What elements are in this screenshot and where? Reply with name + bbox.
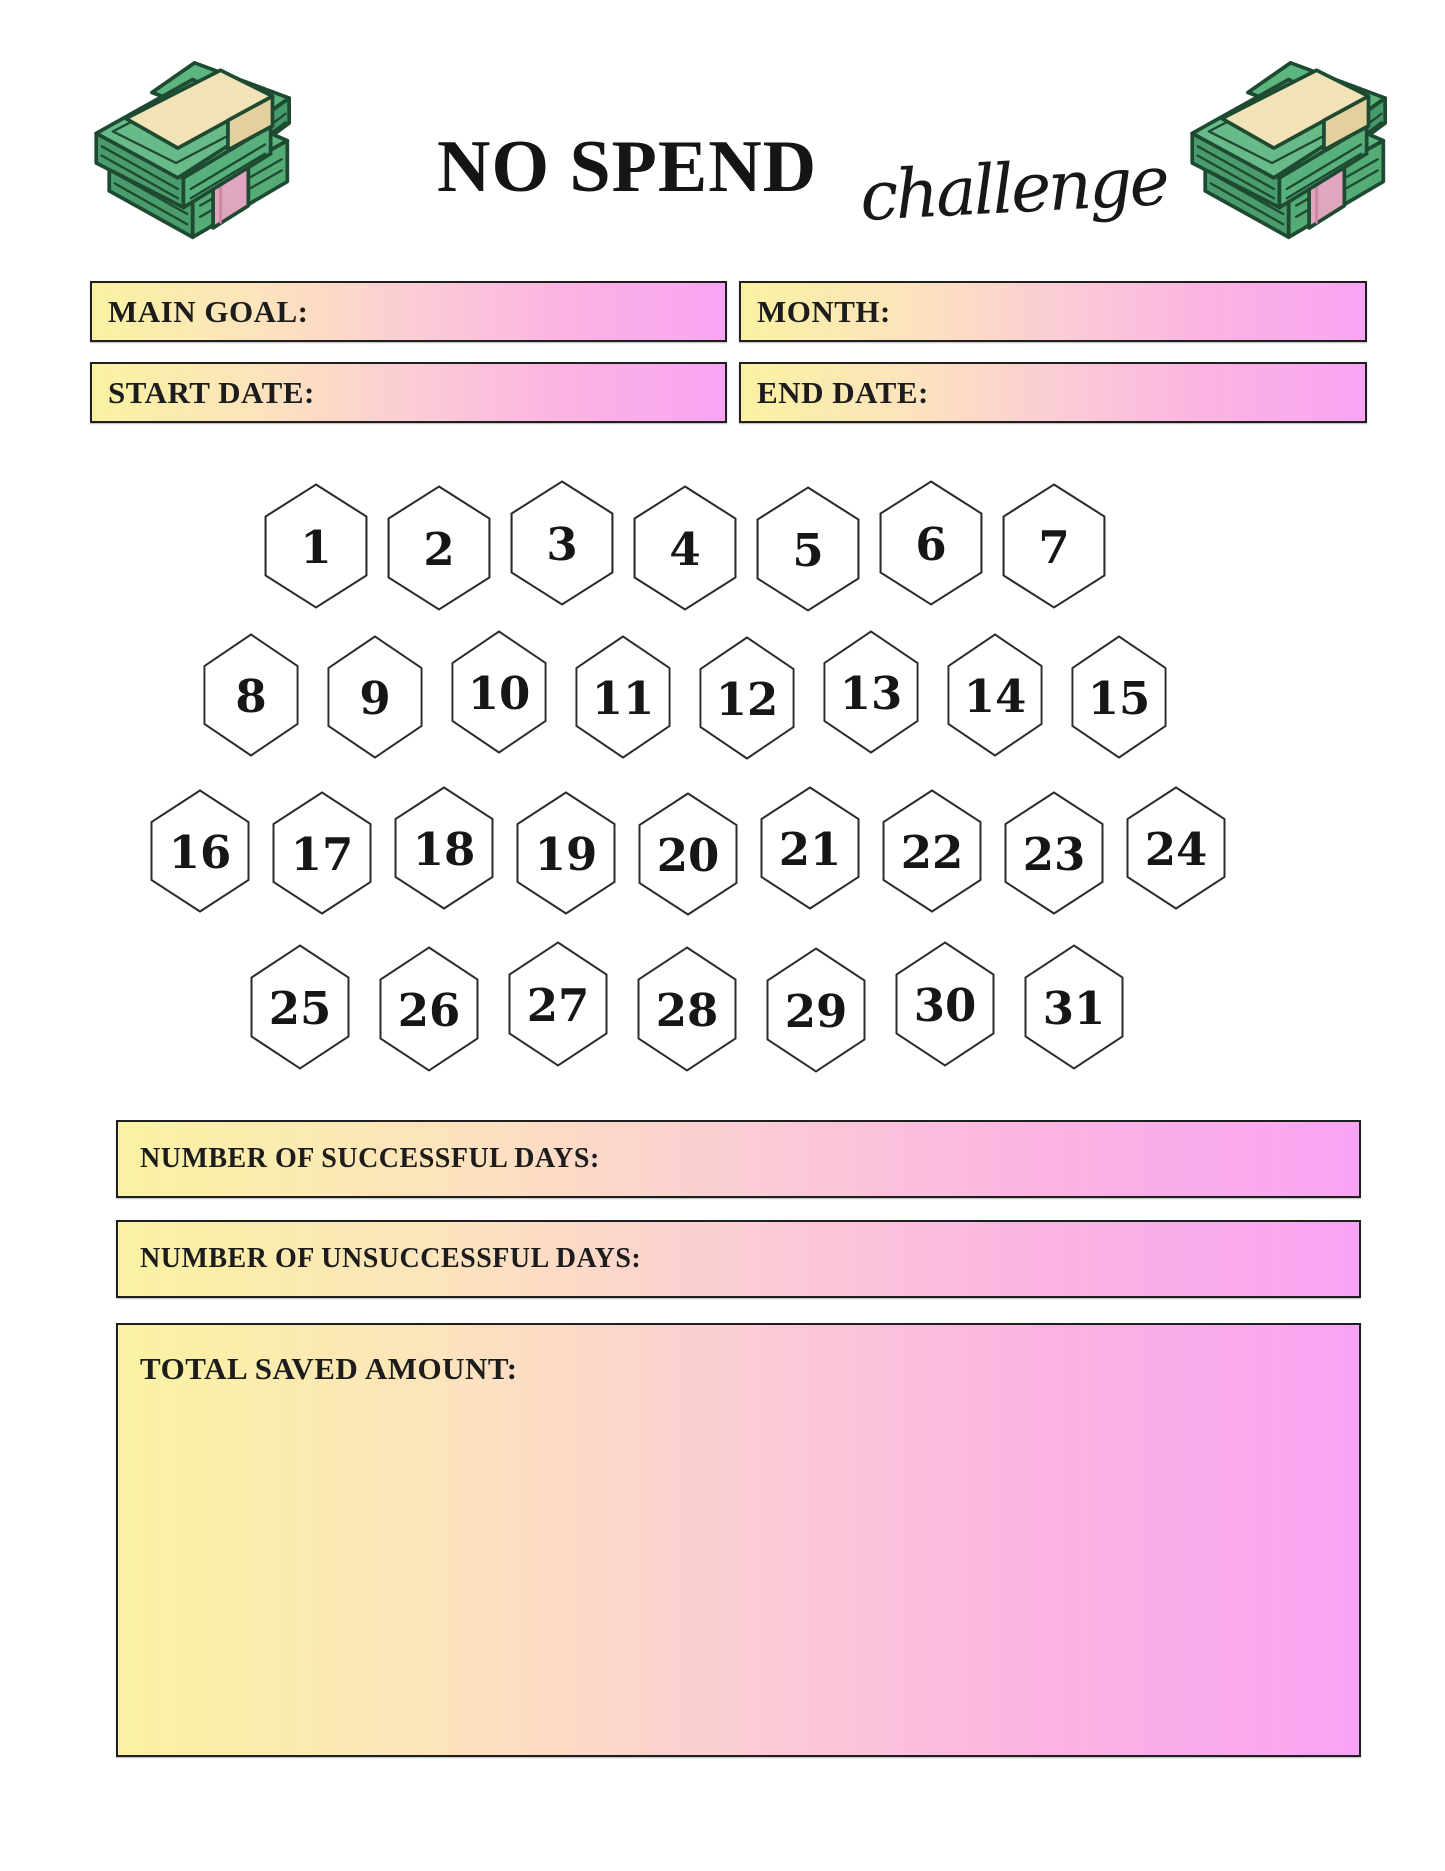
day-number: 28 bbox=[655, 983, 719, 1037]
start-date-field[interactable] bbox=[90, 362, 727, 423]
day-hexagon-2[interactable] bbox=[387, 485, 491, 611]
day-hexagon-17[interactable] bbox=[272, 791, 372, 915]
day-number: 7 bbox=[1038, 520, 1070, 574]
successful-days-label: NUMBER OF SUCCESSFUL DAYS: bbox=[140, 1143, 600, 1174]
day-hexagon-11[interactable] bbox=[575, 635, 671, 759]
day-hexagon-31[interactable] bbox=[1024, 944, 1124, 1070]
day-hexagon-18[interactable] bbox=[394, 786, 494, 910]
day-number: 8 bbox=[235, 669, 267, 723]
day-number: 1 bbox=[300, 520, 332, 574]
day-hexagon-27[interactable] bbox=[508, 941, 608, 1067]
day-hexagon-25[interactable] bbox=[250, 944, 350, 1070]
successful-days-field[interactable] bbox=[116, 1120, 1361, 1198]
day-hexagon-23[interactable] bbox=[1004, 791, 1104, 915]
start-date-label: START DATE: bbox=[108, 374, 315, 410]
day-number: 3 bbox=[546, 517, 578, 571]
page-title-script: challenge bbox=[858, 142, 1169, 237]
day-number: 19 bbox=[534, 827, 598, 881]
day-number: 14 bbox=[963, 669, 1027, 723]
unsuccessful-days-label: NUMBER OF UNSUCCESSFUL DAYS: bbox=[140, 1243, 642, 1274]
day-number: 21 bbox=[778, 822, 842, 876]
day-hexagon-24[interactable] bbox=[1126, 786, 1226, 910]
day-number: 18 bbox=[412, 822, 476, 876]
month-label: MONTH: bbox=[757, 293, 891, 329]
day-hexagon-16[interactable] bbox=[150, 789, 250, 913]
day-number: 10 bbox=[467, 666, 531, 720]
day-hexagon-5[interactable] bbox=[756, 486, 860, 612]
day-hexagon-19[interactable] bbox=[516, 791, 616, 915]
day-hexagon-13[interactable] bbox=[823, 630, 919, 754]
day-hexagon-12[interactable] bbox=[699, 636, 795, 760]
day-hexagon-4[interactable] bbox=[633, 485, 737, 611]
day-number: 17 bbox=[290, 827, 354, 881]
day-hexagon-21[interactable] bbox=[760, 786, 860, 910]
day-hexagon-6[interactable] bbox=[879, 480, 983, 606]
total-saved-field[interactable] bbox=[116, 1323, 1361, 1757]
day-hexagon-8[interactable] bbox=[203, 633, 299, 757]
day-number: 24 bbox=[1144, 822, 1208, 876]
day-hexagon-22[interactable] bbox=[882, 789, 982, 913]
day-number: 23 bbox=[1022, 827, 1086, 881]
day-hexagon-3[interactable] bbox=[510, 480, 614, 606]
day-number: 2 bbox=[423, 522, 455, 576]
day-number: 30 bbox=[913, 978, 977, 1032]
day-hexagon-14[interactable] bbox=[947, 633, 1043, 757]
month-field[interactable] bbox=[739, 281, 1367, 342]
day-hexagon-29[interactable] bbox=[766, 947, 866, 1073]
day-number: 22 bbox=[900, 825, 964, 879]
tracker-row-4 bbox=[250, 944, 1124, 1070]
main-goal-field[interactable] bbox=[90, 281, 727, 342]
day-number: 20 bbox=[656, 828, 720, 882]
day-number: 15 bbox=[1087, 671, 1151, 725]
day-number: 26 bbox=[397, 983, 461, 1037]
day-number: 9 bbox=[359, 671, 391, 725]
day-number: 4 bbox=[669, 522, 701, 576]
day-number: 12 bbox=[715, 672, 779, 726]
day-hexagon-26[interactable] bbox=[379, 946, 479, 1072]
tracker-row-2 bbox=[203, 633, 1167, 757]
day-number: 11 bbox=[591, 671, 655, 725]
day-number: 25 bbox=[268, 981, 332, 1035]
day-hexagon-7[interactable] bbox=[1002, 483, 1106, 609]
money-stack-icon bbox=[1148, 22, 1396, 240]
day-number: 6 bbox=[915, 517, 947, 571]
day-number: 16 bbox=[168, 825, 232, 879]
total-saved-label: TOTAL SAVED AMOUNT: bbox=[140, 1351, 518, 1386]
day-hexagon-30[interactable] bbox=[895, 941, 995, 1067]
day-hexagon-10[interactable] bbox=[451, 630, 547, 754]
end-date-field[interactable] bbox=[739, 362, 1367, 423]
day-hexagon-15[interactable] bbox=[1071, 635, 1167, 759]
day-number: 5 bbox=[792, 523, 824, 577]
page-title: NO SPEND bbox=[437, 126, 818, 208]
end-date-label: END DATE: bbox=[757, 374, 929, 410]
main-goal-label: MAIN GOAL: bbox=[108, 293, 309, 329]
day-number: 31 bbox=[1042, 981, 1106, 1035]
day-number: 29 bbox=[784, 984, 848, 1038]
tracker-row-3 bbox=[150, 789, 1226, 913]
day-number: 27 bbox=[526, 978, 590, 1032]
unsuccessful-days-field[interactable] bbox=[116, 1220, 1361, 1298]
day-hexagon-20[interactable] bbox=[638, 792, 738, 916]
tracker-row-1 bbox=[264, 483, 1106, 609]
day-hexagon-9[interactable] bbox=[327, 635, 423, 759]
day-hexagon-28[interactable] bbox=[637, 946, 737, 1072]
money-stack-icon bbox=[52, 22, 300, 240]
day-hexagon-1[interactable] bbox=[264, 483, 368, 609]
day-number: 13 bbox=[839, 666, 903, 720]
